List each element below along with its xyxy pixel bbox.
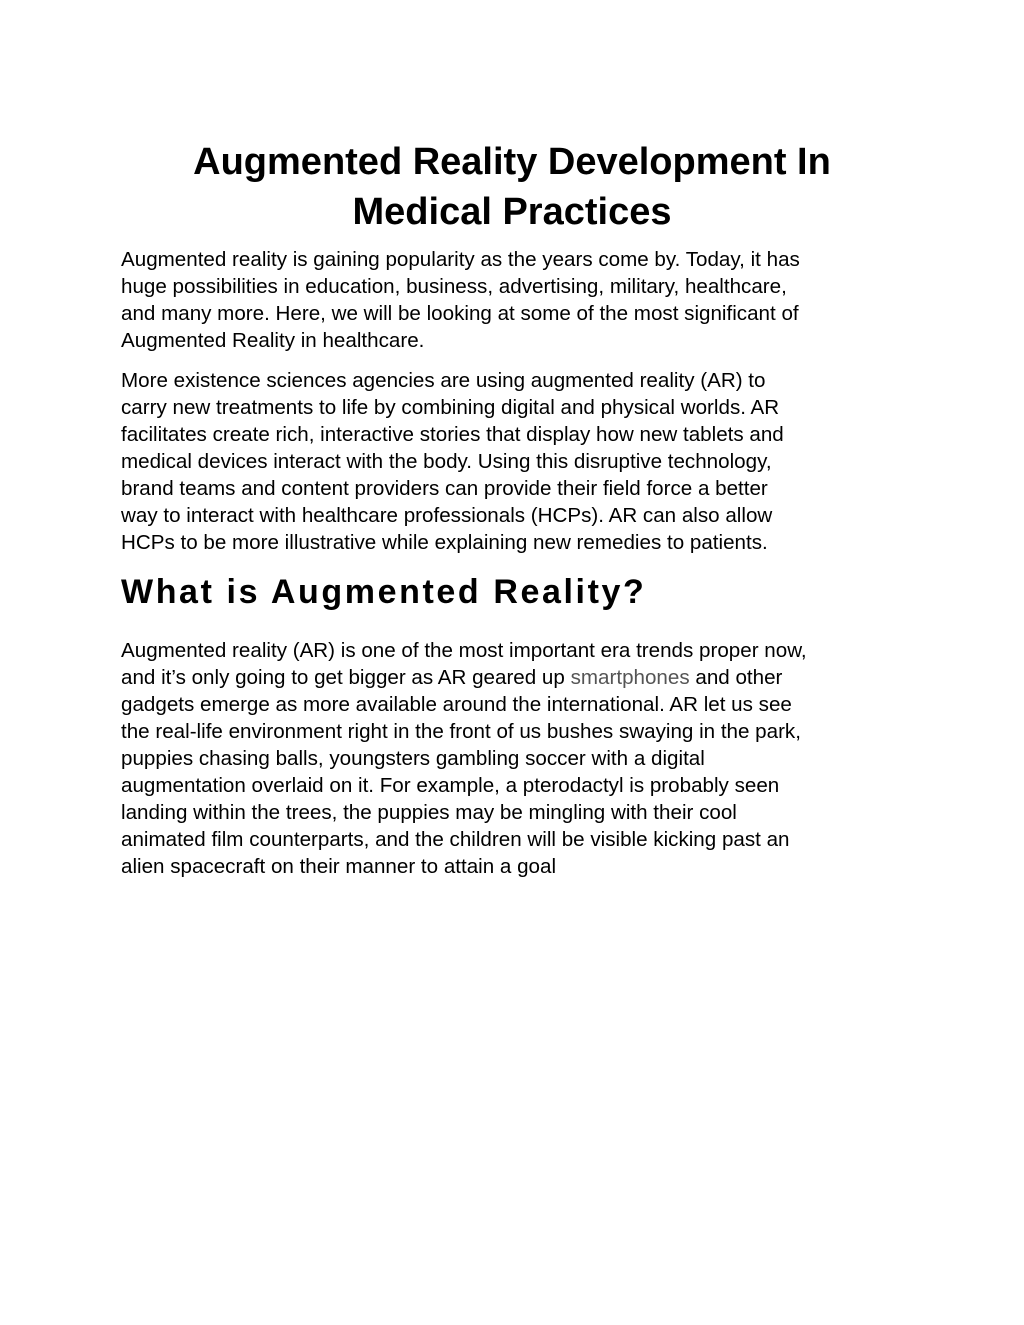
smartphones-link[interactable]: smartphones bbox=[570, 666, 690, 689]
body-paragraph: More existence sciences agencies are using augmented reality (AR) to carry new treatments to life by combining digital and physical worlds. AR facilitates create rich, interactive stories that display how new tablets and medical devices interact with the body. Using this disruptive technology, brand teams and content providers can provide their field force a better way to interact with healthcare professionals (HCPs). AR can also allow HCPs to be more illustrative while explaining new remedies to patients. bbox=[121, 369, 784, 554]
section-paragraph-text-end: and other gadgets emerge as more available around the international. AR let us see the real-life environment right in the front of us bushes swaying in the park, puppies chasing balls, youngsters gambling soccer with a digital augmentation overlaid on it. For example, a pterodactyl is probably seen landing within the trees, the puppies may be mingling with their cool animated film counterparts, and the children will be visible kicking past an alien spacecraft on their manner to attain a goal bbox=[121, 666, 801, 878]
section-heading: What is Augmented Reality? bbox=[121, 573, 647, 611]
page-title: Augmented Reality Development In Medical Practices bbox=[193, 141, 831, 233]
section-paragraph-text-start: Augmented reality (AR) is one of the most important era trends proper now, and it’s only going to get bigger as AR geared up bbox=[121, 639, 807, 689]
section-paragraph bbox=[121, 637, 911, 880]
intro-paragraph: Augmented reality is gaining popularity as the years come by. Today, it has huge possibilities in education, business, advertising, military, healthcare, and many more. Here, we will be looking at some of the most significant of Augmented Reality in healthcare. bbox=[121, 248, 800, 352]
